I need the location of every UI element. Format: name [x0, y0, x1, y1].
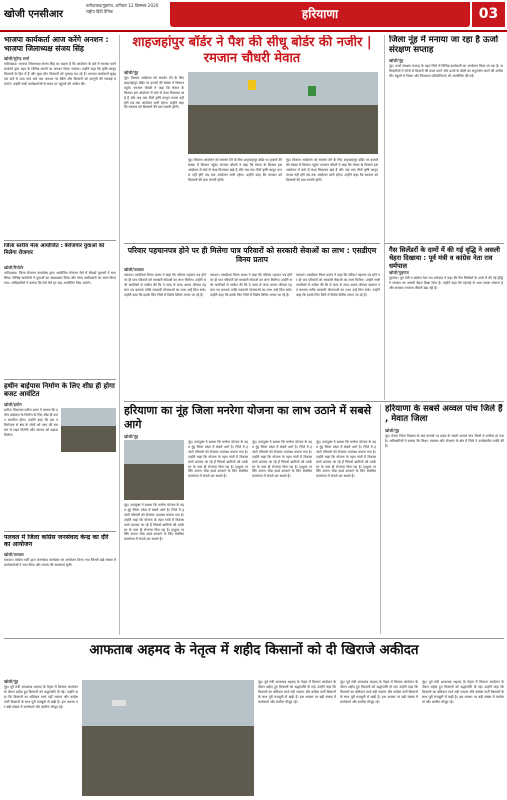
newspaper-logo: खोजी एनसीआर	[4, 9, 64, 20]
article-body-rojgar: फरीदाबाद। जिला रोजगार कार्यालय द्वारा आयोजित रोजगार मेले में सैकड़ों युवाओं ने भाग लिया। विभिन्न कंपनियों ने युवाओं का साक्षात्कार लिया और योग्य उम्मीदवारों का चयन किया गया। अधिकारियों ने बताया कि ऐसे मेले हर माह आयोजित किए जाएंगे।	[4, 271, 116, 285]
byline-lead: खोजी/नूंह	[124, 70, 139, 75]
parivar-body-cont-1: पलवल। एसडीएम विनय प्रताप ने कहा कि परिवार पहचान पत्र होने पर ही पात्र परिवारों को सरकारी सेवाओं का लाभ मिलेगा। उन्होंने सभी नागरिकों से अपील की कि वे जल्द से जल्द अपना परिवार पहचान पत्र बनवाएं ताकि सरकारी योजनाओं का लाभ उन्हें मिल सके। उन्होंने कहा कि इसके लिए जिले में विशेष शिविर लगाए जा रहे हैं।	[210, 273, 292, 297]
lead-story-photo	[188, 72, 378, 154]
article-body-palwal: पलवल। कांग्रेस पार्टी द्वारा जनसंवाद कार्यक्रम का आयोजन किया गया जिसमें बड़ी संख्या में कार्यकर्ताओं ने भाग लिया और जनता की समस्याएं सुनीं।	[4, 558, 116, 567]
divider	[124, 401, 504, 402]
photo-sky	[188, 72, 378, 105]
nuh-day-body: नूंह। ऊर्जा संरक्षण सप्ताह के तहत जिले में विभिन्न कार्यक्रमों का आयोजन किया जा रहा है। अधिकारियों ने लोगों से बिजली की बचत करने और ऊर्जा के स्रोतों का सदुपयोग करने की अपील की। स्कूलों में निबंध और चित्रकला प्रतियोगिताएं भी आयोजित की गईं।	[389, 64, 503, 78]
divider	[4, 638, 504, 639]
article-body-bjp: फरीदाबाद। भाजपा जिलाध्यक्ष संजय सिंह का कहना है कि आंदोलन के बारे में भाजपा कार्यकर्ताओं द्वारा शहर के विभिन्न स्थानों पर अनशन किया जाएगा। उन्होंने कहा कि कृषि कानून किसानों के हित में हैं और कुछ लोग किसानों को गुमराह कर रहे हैं। भाजपा कार्यकर्ता सुबह दस बजे से शाम पांच बजे तक अनशन पर बैठेंगे और किसानों को कानूनों की सच्चाई बताएंगे। उन्होंने सभी कार्यकर्ताओं से समय पर पहुंचने की अपील की।	[4, 62, 116, 86]
article-body-hathin: हथीन। विधायक प्रवीण डागर ने बताया कि हथीन बाईपास के निर्माण के लिए शीघ्र ही बजट आवंटित होगा। उन्होंने कहा कि इस परियोजना से क्षेत्र के लोगों को जाम की समस्या से राहत मिलेगी और व्यापार को बढ़ावा मिलेगा।	[4, 408, 58, 437]
manrega-body: नूंह। उपायुक्त ने बताया कि मनरेगा योजना के तहत नूंह जिला प्रदेश में सबसे आगे है। जिले में हजारों परिवारों को रोजगार उपलब्ध कराया गया है। उन्होंने कहा कि योजना के तहत गांवों में विकास कार्य करवाए जा रहे हैं जिससे ग्रामीणों को उनके घर के पास ही रोजगार मिल रहा है। इच्छुक व्यक्ति अपना जॉब कार्ड बनवाने के लिए संबंधित कार्यालय में संपर्क कर सकते हैं।	[124, 503, 184, 542]
column-divider	[380, 404, 381, 634]
lead-story-body: नूंह। किसान आंदोलन को समर्थन देने के लिए शाहजहांपुर बॉर्डर पर हजारों की संख्या में किसान पहुंचे। रमजान चौधरी ने कहा कि मेवात के किसान इस आंदोलन में कंधे से कंधा मिलाकर खड़े हैं और जब तक तीनों कृषि कानून वापस नहीं होंगे तब तक आंदोलन जारी रहेगा। उन्होंने कहा कि सरकार को किसानों की बात माननी होगी।	[124, 76, 184, 110]
photo-sky	[61, 408, 116, 426]
photo-crowd	[188, 105, 378, 154]
photo-sky	[124, 440, 184, 464]
section-title: हरियाणा	[301, 7, 339, 21]
article-title-rojgar: जिला स्तरीय मेला आयोजित : बेरोजगार युवाओं को मिलेगा रोजगार	[4, 243, 105, 256]
manrega-title: हरियाणा का नूंह जिला मनरेगा योजना का लाभ उठाने में सबसे आगे	[124, 404, 372, 431]
article-title-hathin: हथीन बाईपास निर्माण के लिए शीघ्र ही होगा बजट आवंटित	[4, 382, 115, 399]
date-line-2: राष्ट्रीय हिंदी दैनिक	[86, 9, 113, 14]
byline-mewat: खोजी/नूंह	[385, 428, 400, 433]
byline-aftab: खोजी/नूंह	[4, 679, 19, 684]
photo-sky	[82, 680, 254, 726]
hathin-photo	[61, 408, 116, 452]
byline-nuh-day: खोजी/नूंह	[389, 58, 404, 63]
page-number: 03	[472, 2, 505, 27]
divider	[124, 243, 380, 244]
manrega-body-cont-1: नूंह। उपायुक्त ने बताया कि मनरेगा योजना के तहत नूंह जिला प्रदेश में सबसे आगे है। जिले में हजारों परिवारों को रोजगार उपलब्ध कराया गया है। उन्होंने कहा कि योजना के तहत गांवों में विकास कार्य करवाए जा रहे हैं जिससे ग्रामीणों को उनके घर के पास ही रोजगार मिल रहा है। इच्छुक व्यक्ति अपना जॉब कार्ड बनवाने के लिए संबंधित कार्यालय में संपर्क कर सकते हैं।	[188, 440, 248, 479]
mewat-best-body: नूंह। मेवात जिला विकास के कई मानकों पर प्रदेश के सबसे अव्वल पांच जिलों में शामिल हो गया है। अधिकारियों ने बताया कि शिक्षा, स्वास्थ्य और रोजगार के क्षेत्र में जिले ने उल्लेखनीय प्रगति की है।	[385, 434, 504, 448]
manrega-photo	[124, 440, 184, 500]
manrega-body-cont-2: नूंह। उपायुक्त ने बताया कि मनरेगा योजना के तहत नूंह जिला प्रदेश में सबसे आगे है। जिले में हजारों परिवारों को रोजगार उपलब्ध कराया गया है। उन्होंने कहा कि योजना के तहत गांवों में विकास कार्य करवाए जा रहे हैं जिससे ग्रामीणों को उनके घर के पास ही रोजगार मिल रहा है। इच्छुक व्यक्ति अपना जॉब कार्ड बनवाने के लिए संबंधित कार्यालय में संपर्क कर सकते हैं।	[252, 440, 312, 479]
lead-story-body-cont-2: नूंह। किसान आंदोलन को समर्थन देने के लिए शाहजहांपुर बॉर्डर पर हजारों की संख्या में किसान पहुंचे। रमजान चौधरी ने कहा कि मेवात के किसान इस आंदोलन में कंधे से कंधा मिलाकर खड़े हैं और जब तक तीनों कृषि कानून वापस नहीं होंगे तब तक आंदोलन जारी रहेगा। उन्होंने कहा कि सरकार को किसानों की बात माननी होगी।	[286, 158, 378, 182]
banner-shape	[112, 700, 126, 706]
divider	[4, 531, 116, 532]
nuh-day-title: जिला नूंह में मनाया जा रहा है ऊर्जा संरक्षण सप्ताह	[389, 35, 499, 55]
flag-shape	[308, 86, 316, 96]
photo-crowd	[61, 426, 116, 452]
byline-gas: खोजी/गुड़गांव	[389, 270, 409, 275]
photo-crowd	[82, 726, 254, 796]
photo-crowd	[124, 464, 184, 500]
column-divider	[384, 35, 385, 400]
parivar-body-cont-2: पलवल। एसडीएम विनय प्रताप ने कहा कि परिवार पहचान पत्र होने पर ही पात्र परिवारों को सरकारी सेवाओं का लाभ मिलेगा। उन्होंने सभी नागरिकों से अपील की कि वे जल्द से जल्द अपना परिवार पहचान पत्र बनवाएं ताकि सरकारी योजनाओं का लाभ उन्हें मिल सके। उन्होंने कहा कि इसके लिए जिले में विशेष शिविर लगाए जा रहे हैं।	[296, 273, 380, 297]
byline-rojgar: खोजी/रिपोर्टर	[4, 265, 24, 270]
manrega-body-cont-3: नूंह। उपायुक्त ने बताया कि मनरेगा योजना के तहत नूंह जिला प्रदेश में सबसे आगे है। जिले में हजारों परिवारों को रोजगार उपलब्ध कराया गया है। उन्होंने कहा कि योजना के तहत गांवों में विकास कार्य करवाए जा रहे हैं जिससे ग्रामीणों को उनके घर के पास ही रोजगार मिल रहा है। इच्छुक व्यक्ति अपना जॉब कार्ड बनवाने के लिए संबंधित कार्यालय में संपर्क कर सकते हैं।	[316, 440, 376, 479]
byline-hathin: खोजी/हथीन	[4, 402, 22, 407]
byline-manrega: खोजी/नूंह	[124, 434, 139, 439]
divider	[384, 243, 504, 244]
byline-palwal: खोजी/पलवल	[4, 552, 24, 557]
aftab-body-cont-1: नूंह। पूर्व मंत्री आफताब अहमद के नेतृत्व में किसान आंदोलन के दौरान शहीद हुए किसानों को श्रद्धांजलि दी गई। उन्होंने कहा कि किसानों का बलिदान व्यर्थ नहीं जाएगा और कांग्रेस पार्टी किसानों के साथ पूरी मजबूती से खड़ी है। इस अवसर पर बड़ी संख्या में कार्यकर्ता और ग्रामीण मौजूद रहे।	[258, 680, 336, 704]
article-title-bjp: भाजपा कार्यकर्ता आज करेंगे अनशन : भाजपा जिलाध्यक्ष संजय सिंह	[4, 35, 109, 53]
parivar-body: पलवल। एसडीएम विनय प्रताप ने कहा कि परिवार पहचान पत्र होने पर ही पात्र परिवारों को सरकारी सेवाओं का लाभ मिलेगा। उन्होंने सभी नागरिकों से अपील की कि वे जल्द से जल्द अपना परिवार पहचान पत्र बनवाएं ताकि सरकारी योजनाओं का लाभ उन्हें मिल सके। उन्होंने कहा कि इसके लिए जिले में विशेष शिविर लगाए जा रहे हैं।	[124, 273, 206, 297]
byline-bjp: खोजी/सुरेन्द्र शर्मा	[4, 56, 30, 61]
lead-story-title: शाहजहांपुर बॉर्डर ने पैश की सीधू बोर्डर की नजीर | रमजान चौधरी मेवात	[132, 35, 372, 66]
lead-story-body-cont-1: नूंह। किसान आंदोलन को समर्थन देने के लिए शाहजहांपुर बॉर्डर पर हजारों की संख्या में किसान पहुंचे। रमजान चौधरी ने कहा कि मेवात के किसान इस आंदोलन में कंधे से कंधा मिलाकर खड़े हैं और जब तक तीनों कृषि कानून वापस नहीं होंगे तब तक आंदोलन जारी रहेगा। उन्होंने कहा कि सरकार को किसानों की बात माननी होगी।	[188, 158, 282, 182]
aftab-body-cont-2: नूंह। पूर्व मंत्री आफताब अहमद के नेतृत्व में किसान आंदोलन के दौरान शहीद हुए किसानों को श्रद्धांजलि दी गई। उन्होंने कहा कि किसानों का बलिदान व्यर्थ नहीं जाएगा और कांग्रेस पार्टी किसानों के साथ पूरी मजबूती से खड़ी है। इस अवसर पर बड़ी संख्या में कार्यकर्ता और ग्रामीण मौजूद रहे।	[340, 680, 418, 704]
mewat-best-title: हरियाणा के सबसे अव्वल पांच जिले हैं , मेवात जिला	[385, 404, 503, 424]
flag-shape	[248, 80, 256, 90]
date-line-1: फरीदाबाद/गुड़गांव, शनिवार 12 दिसम्बर 2020	[86, 3, 159, 8]
aftab-body: नूंह। पूर्व मंत्री आफताब अहमद के नेतृत्व में किसान आंदोलन के दौरान शहीद हुए किसानों को श्रद्धांजलि दी गई। उन्होंने कहा कि किसानों का बलिदान व्यर्थ नहीं जाएगा और कांग्रेस पार्टी किसानों के साथ पूरी मजबूती से खड़ी है। इस अवसर पर बड़ी संख्या में कार्यकर्ता और ग्रामीण मौजूद रहे।	[4, 685, 78, 709]
divider	[4, 240, 116, 241]
parivar-title: परिवार पहचानपत्र होने पर ही मिलेगा पात्र परिवारों को सरकारी सेवाओं का लाभ : एसडीएम विनय प्रताप	[127, 246, 377, 264]
gas-cylinder-body: गुड़गांव। पूर्व मंत्री व कांग्रेस नेता राव धर्मपाल ने कहा कि गैस सिलेंडरों के दामों में की गई वृद्धि ने सरकार का असली चेहरा दिखा दिया है। उन्होंने कहा कि महंगाई से आम जनता परेशान है और सरकार लगातार कीमतें बढ़ा रही है।	[389, 276, 503, 290]
column-divider	[119, 35, 120, 635]
byline-parivar: खोजी/पलवल	[124, 267, 144, 272]
aftab-body-cont-3: नूंह। पूर्व मंत्री आफताब अहमद के नेतृत्व में किसान आंदोलन के दौरान शहीद हुए किसानों को श्रद्धांजलि दी गई। उन्होंने कहा कि किसानों का बलिदान व्यर्थ नहीं जाएगा और कांग्रेस पार्टी किसानों के साथ पूरी मजबूती से खड़ी है। इस अवसर पर बड़ी संख्या में कार्यकर्ता और ग्रामीण मौजूद रहे।	[422, 680, 504, 704]
aftab-photo	[82, 680, 254, 796]
dateline	[86, 3, 166, 15]
aftab-title: आफताब अहमद के नेतृत्व में शहीद किसानों को दी खिराजे अकीदत	[89, 642, 419, 658]
gas-cylinder-title: गैस सिलेंडरों के दामों में की गई वृद्धि ने असली चेहरा दिखाया : पूर्व मंत्री व कांग्रेस नेता राव धर्मपाल	[389, 246, 500, 270]
divider	[4, 379, 116, 380]
article-title-palwal: पलवल में जिला कांग्रेस जनसंवाद केन्द्र का दौरे का आयोजन	[4, 534, 109, 549]
